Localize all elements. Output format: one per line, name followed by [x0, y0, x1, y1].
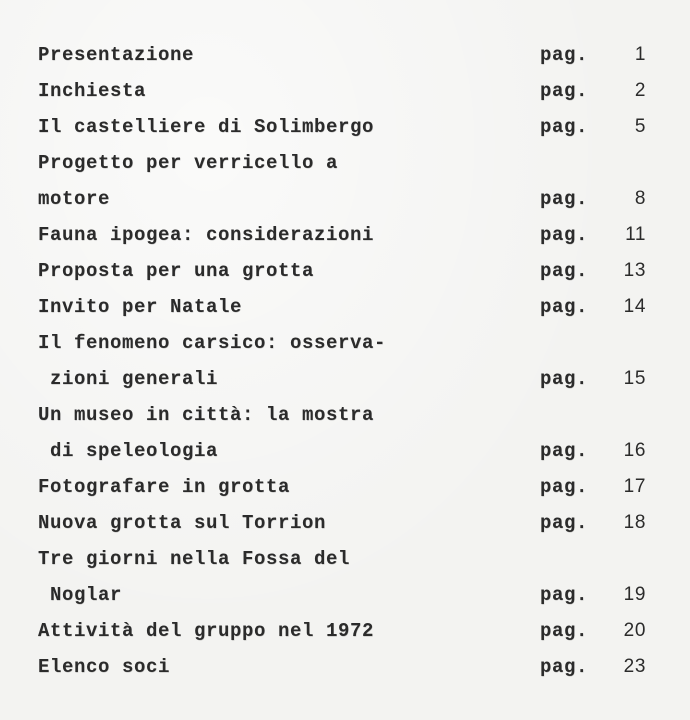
toc-page-number: 15	[623, 368, 646, 389]
toc-page-number: 2	[634, 80, 646, 101]
toc-title: zioni generali	[50, 368, 219, 390]
toc-entry	[0, 252, 690, 288]
toc-page-number: 8	[634, 188, 646, 209]
toc-page-label: pag.	[540, 476, 589, 498]
toc-entry	[0, 144, 690, 180]
toc-page-number: 13	[623, 260, 646, 281]
toc-entry	[0, 504, 690, 540]
toc-page-label: pag.	[540, 224, 589, 246]
toc-page-label: pag.	[540, 512, 589, 534]
toc-page-label: pag.	[540, 368, 589, 390]
toc-entry	[0, 72, 690, 108]
toc-page-number: 17	[623, 476, 646, 497]
toc-title: Invito per Natale	[38, 296, 243, 318]
toc-page-label: pag.	[540, 620, 589, 642]
toc-page-number: 16	[623, 440, 646, 461]
toc-title: Attività del gruppo nel 1972	[38, 620, 375, 642]
toc-entry	[0, 180, 690, 216]
toc-entry	[0, 432, 690, 468]
toc-entry	[0, 612, 690, 648]
toc-title: motore	[38, 188, 111, 210]
toc-entry	[0, 648, 690, 684]
toc-title: Elenco soci	[38, 656, 171, 678]
table-of-contents	[0, 36, 690, 684]
toc-title: Nuova grotta sul Torrion	[38, 512, 327, 534]
toc-entry	[0, 360, 690, 396]
toc-entry	[0, 288, 690, 324]
toc-entry	[0, 540, 690, 576]
toc-page-label: pag.	[540, 80, 589, 102]
toc-page-number: 14	[623, 296, 646, 317]
toc-entry	[0, 216, 690, 252]
toc-title: Noglar	[50, 584, 123, 606]
toc-title: Proposta per una grotta	[38, 260, 315, 282]
toc-page-label: pag.	[540, 44, 589, 66]
toc-title: Un museo in città: la mostra	[38, 404, 375, 426]
toc-page-number: 1	[634, 44, 646, 65]
toc-page-number: 20	[623, 620, 646, 641]
toc-page-label: pag.	[540, 116, 589, 138]
toc-entry	[0, 396, 690, 432]
toc-page-label: pag.	[540, 260, 589, 282]
toc-page-label: pag.	[540, 188, 589, 210]
toc-title: Inchiesta	[38, 80, 147, 102]
toc-page-label: pag.	[540, 440, 589, 462]
toc-title: Progetto per verricello a	[38, 152, 339, 174]
toc-title: Tre giorni nella Fossa del	[38, 548, 351, 570]
toc-page-number: 23	[623, 656, 646, 677]
toc-entry	[0, 576, 690, 612]
toc-title: Il castelliere di Solimbergo	[38, 116, 375, 138]
toc-title: Fauna ipogea: considerazioni	[38, 224, 375, 246]
toc-entry	[0, 468, 690, 504]
toc-title: Il fenomeno carsico: osserva-	[38, 332, 387, 354]
toc-page-number: 18	[623, 512, 646, 533]
toc-title: Presentazione	[38, 44, 195, 66]
toc-page-number: 11	[625, 224, 646, 245]
toc-entry	[0, 36, 690, 72]
toc-title: di speleologia	[50, 440, 219, 462]
toc-page-label: pag.	[540, 296, 589, 318]
toc-title: Fotografare in grotta	[38, 476, 291, 498]
toc-page-label: pag.	[540, 584, 589, 606]
toc-page-label: pag.	[540, 656, 589, 678]
toc-page-number: 19	[623, 584, 646, 605]
toc-entry	[0, 108, 690, 144]
toc-page-number: 5	[634, 116, 646, 137]
toc-entry	[0, 324, 690, 360]
